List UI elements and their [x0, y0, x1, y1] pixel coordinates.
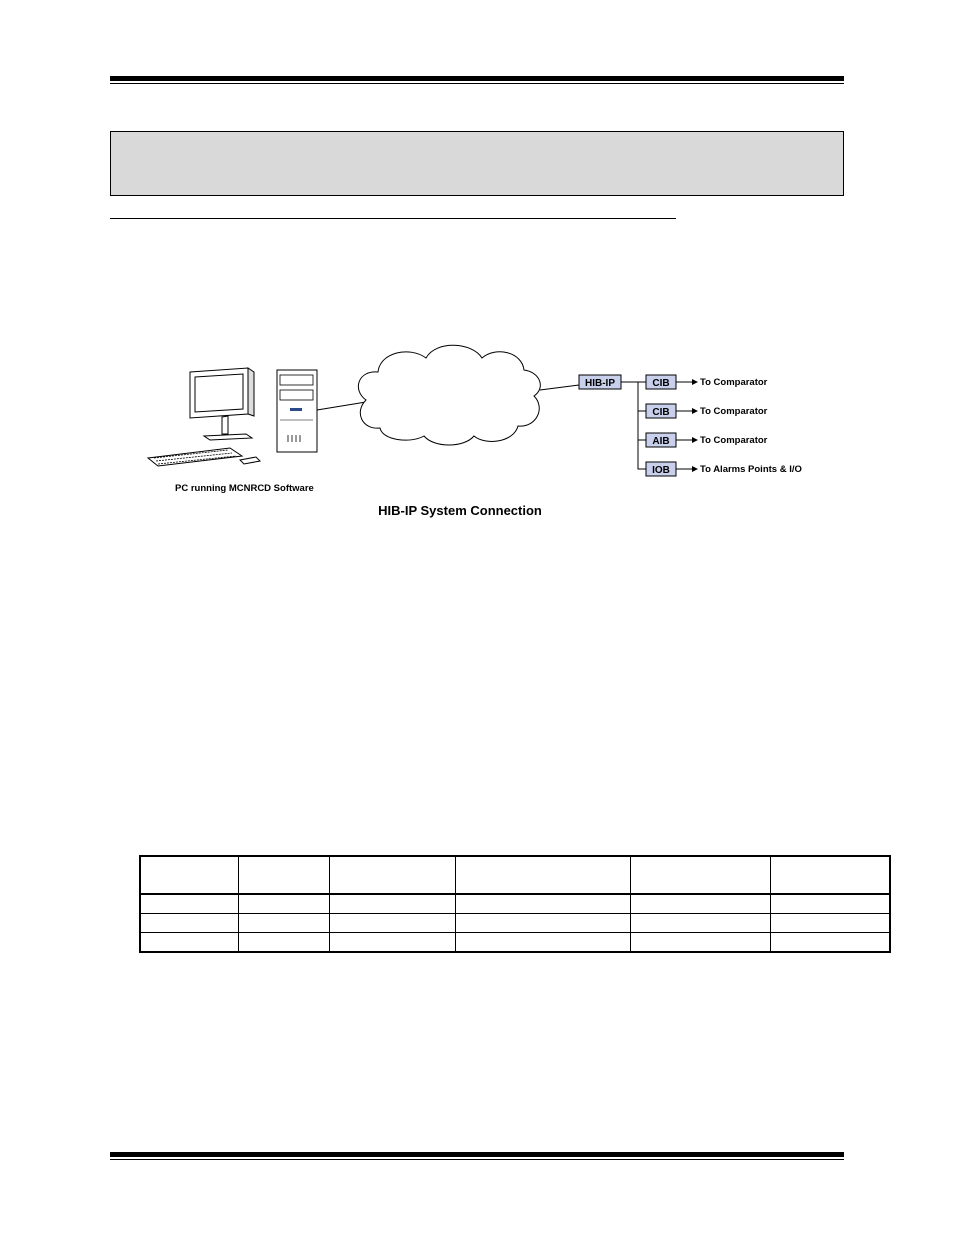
- hib-ip-module: [579, 375, 621, 389]
- pc-label: PC running MCNRCD Software: [175, 483, 314, 494]
- module-cib-1: [646, 375, 768, 389]
- mouse-icon: [240, 457, 260, 464]
- header-rule-thick: [110, 76, 844, 81]
- system-connection-diagram: [130, 330, 830, 530]
- table-header-cell: [140, 856, 239, 894]
- table-cell: [456, 933, 631, 953]
- data-table: [139, 855, 891, 953]
- table-header-cell: [330, 856, 456, 894]
- module-label: CIB: [652, 378, 670, 389]
- table-cell: [330, 933, 456, 953]
- module-iob: [646, 462, 802, 476]
- module-label: AIB: [652, 436, 670, 447]
- table-cell: [239, 914, 330, 933]
- table-cell: [631, 933, 771, 953]
- table-header-cell: [631, 856, 771, 894]
- monitor-icon: [190, 368, 254, 440]
- module-aib: [646, 433, 768, 447]
- table-row: [140, 914, 890, 933]
- computer-tower-icon: [277, 370, 317, 452]
- keyboard-icon: [148, 448, 242, 466]
- header-rule-thin: [110, 83, 844, 84]
- footer-rule-thick: [110, 1152, 844, 1157]
- module-bus: [638, 382, 646, 469]
- table-cell: [140, 933, 239, 953]
- pc-network-link: [317, 402, 366, 410]
- table-cell: [330, 894, 456, 914]
- table-cell: [140, 914, 239, 933]
- module-target-label: To Comparator: [700, 406, 768, 417]
- table-cell: [140, 894, 239, 914]
- table-header-cell: [239, 856, 330, 894]
- table-cell: [456, 914, 631, 933]
- module-target-label: To Alarms Points & I/O: [700, 464, 802, 475]
- table-row: [140, 933, 890, 953]
- table-cell: [330, 914, 456, 933]
- module-target-label: To Comparator: [700, 435, 768, 446]
- module-label: IOB: [652, 465, 670, 476]
- section-underline: [110, 218, 676, 219]
- module-label: CIB: [652, 407, 670, 418]
- table-header-cell: [771, 856, 891, 894]
- network-cloud-icon: [358, 345, 540, 445]
- table-cell: [771, 933, 891, 953]
- table-cell: [239, 933, 330, 953]
- table-cell: [771, 914, 891, 933]
- module-cib-2: [646, 404, 768, 418]
- table-row: [140, 894, 890, 914]
- hib-ip-label: HIB-IP: [585, 378, 615, 389]
- cloud-hib-link: [540, 385, 579, 390]
- table-header-row: [140, 856, 890, 894]
- diagram-caption: HIB-IP System Connection: [378, 503, 542, 518]
- table-header-cell: [456, 856, 631, 894]
- table-cell: [631, 894, 771, 914]
- table-cell: [239, 894, 330, 914]
- module-target-label: To Comparator: [700, 377, 768, 388]
- title-banner: [110, 131, 844, 196]
- table-cell: [456, 894, 631, 914]
- table-cell: [631, 914, 771, 933]
- table-cell: [771, 894, 891, 914]
- footer-rule-thin: [110, 1159, 844, 1160]
